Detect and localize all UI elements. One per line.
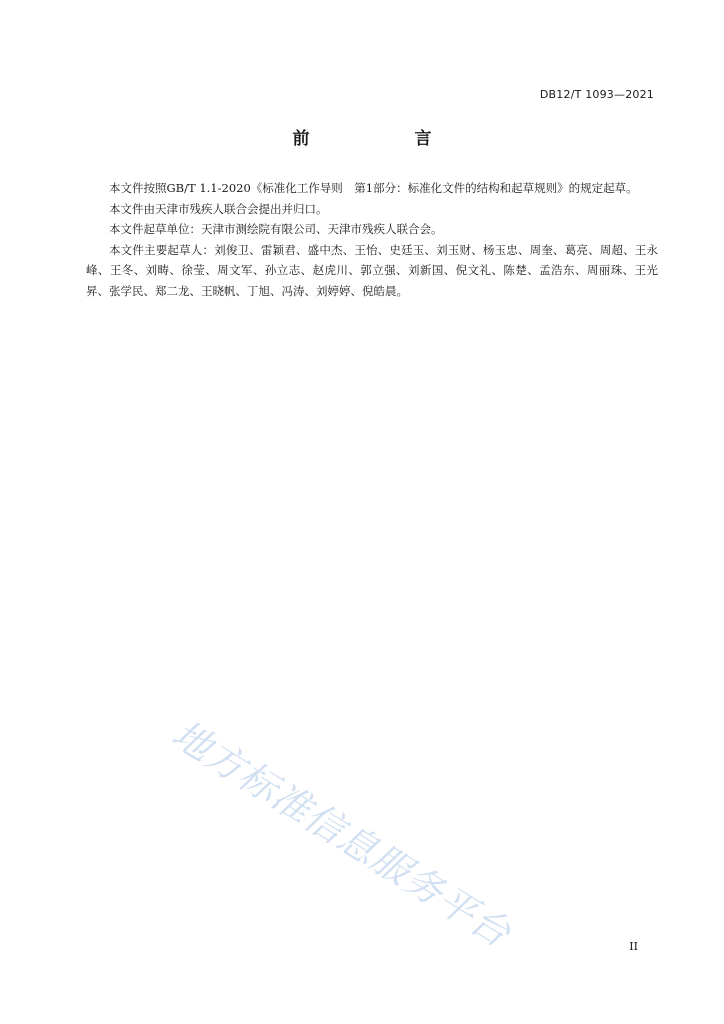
- page-title: 前 言: [292, 129, 476, 149]
- paragraph-drafters: 本文件主要起草人：刘俊卫、雷颖君、盛中杰、王怡、史廷玉、刘玉财、杨玉忠、周奎、葛亮、周超、王永峰、王冬、刘畴、徐莹、周文军、孙立志、赵虎川、郭立强、刘新国、倪文礼、陈楚、孟浩东、周丽珠、王光昇、张学民、郑二龙、王晓帆、丁旭、冯涛、刘婷婷、倪皓晨。: [86, 242, 658, 298]
- foreword-body: [86, 178, 658, 301]
- paragraph-proposer: 本文件由天津市残疾人联合会提出并归口。: [109, 201, 328, 216]
- page-number: II: [629, 940, 638, 953]
- watermark: 地方标准信息服务平台: [164, 711, 519, 956]
- paragraph-drafting-units: 本文件起草单位：天津市测绘院有限公司、天津市残疾人联合会。: [109, 222, 443, 236]
- document-code: DB12/T 1093—2021: [539, 88, 654, 101]
- paragraph-drafting-rules: 本文件按照GB/T 1.1-2020《标准化工作导则 第1部分：标准化文件的结构和起草规则》的规定起草。: [109, 181, 638, 195]
